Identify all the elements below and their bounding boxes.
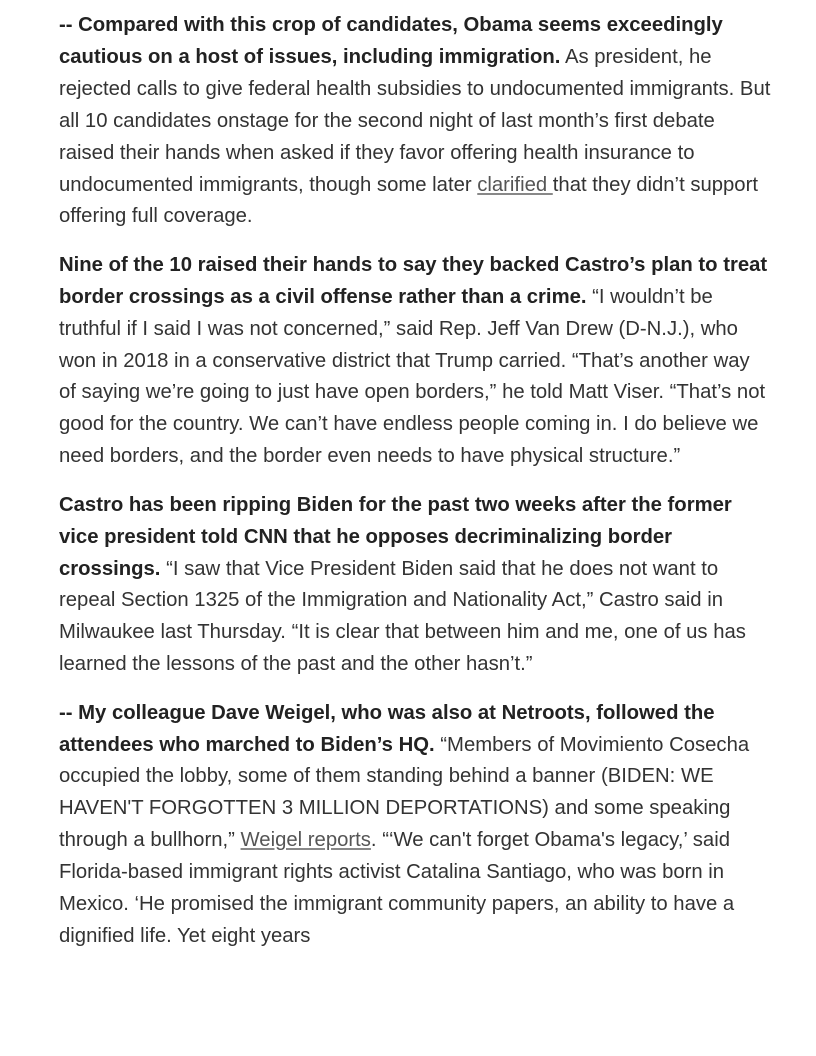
paragraph-weigel — [59, 698, 771, 953]
paragraph-text: “I saw that Vice President Biden said that he does not want to repeal Section 1325 of the Immigration and Nationality Act,” Castro said in Milwaukee last Thursday. “It is clear that between him and me, one of us has learned the lessons of the past and the other hasn’t.” — [59, 557, 746, 676]
paragraph-text: “Members of Movimiento Cosecha occupied the lobby, some of them standing behind a banner (BIDEN: WE HAVEN'T FORGOTTEN 3 MILLION DEPORTATIONS) and some speaking through a bullhorn,” — [59, 733, 750, 852]
paragraph-lead: Castro has been ripping Biden for the past two weeks after the former vice president told CNN that he opposes decriminalizing border crossings. — [59, 493, 732, 580]
paragraph-text: As president, he rejected calls to give federal health subsidies to undocumented immigrants. But all 10 candidates onstage for the second night of last month’s first debate raised their hands when asked if they favor offering health insurance to undocumented immigrants, though some later — [59, 45, 771, 196]
paragraph-obama-caution — [59, 10, 771, 233]
paragraph-text: “I wouldn’t be truthful if I said I was not concerned,” said Rep. Jeff Van Drew (D-N.J.), who won in 2018 in a conservative district that Trump carried. “That’s another way of saying we’re going to just have open borders,” he told Matt Viser. “That’s not good for the country. We can’t have endless people coming in. I do believe we need borders, and the border even needs to have physical structure.” — [59, 285, 766, 468]
paragraph-text: . “‘We can't forget Obama's legacy,’ said Florida-based immigrant rights activist Catalina Santiago, who was born in Mexico. ‘He promised the immigrant community papers, an ability to have a dignified life. Yet eight years — [59, 829, 735, 947]
paragraph-castro-plan — [59, 250, 771, 473]
article-body — [59, 10, 771, 969]
paragraph-lead: Nine of the 10 raised their hands to say they backed Castro’s plan to treat border crossings as a civil offense rather than a crime. — [59, 253, 768, 308]
paragraph-text: that they didn’t support offering full coverage. — [59, 173, 758, 228]
paragraph-lead: -- Compared with this crop of candidates, Obama seems exceedingly cautious on a host of issues, including immigration. — [59, 14, 723, 68]
clarified-link[interactable]: clarified — [477, 173, 553, 196]
paragraph-lead: -- My colleague Dave Weigel, who was also at Netroots, followed the attendees who marched to Biden’s HQ. — [59, 701, 715, 756]
weigel-reports-link[interactable]: Weigel reports — [240, 829, 371, 852]
paragraph-castro-biden — [59, 490, 771, 681]
